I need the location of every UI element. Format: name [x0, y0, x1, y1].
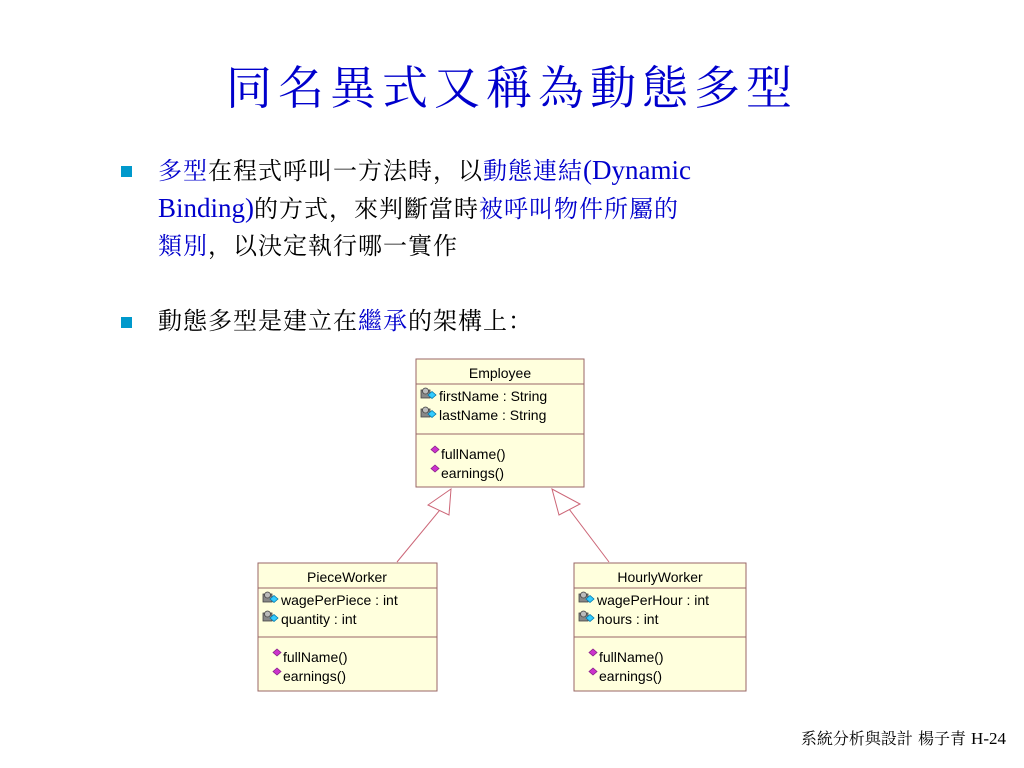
bullet-2-text: 的架構上： — [408, 307, 533, 335]
bullet-1-text: 的方式，來判斷當時 — [254, 195, 480, 223]
attribute: wagePerHour : int — [597, 592, 710, 608]
attribute: hours : int — [597, 611, 659, 627]
attribute: quantity : int — [281, 611, 357, 627]
class-hourlyworker — [574, 563, 746, 691]
bullet-1-text: 在程式呼叫一方法時，以 — [208, 157, 483, 185]
bullet-2-text: 動態多型是建立在 — [158, 307, 358, 335]
inheritance-arrow-hourlyworker — [552, 489, 609, 562]
slide-footer — [801, 726, 1006, 749]
inheritance-arrow-pieceworker — [397, 489, 451, 562]
term-inheritance: 繼承 — [358, 307, 408, 335]
attribute: lastName : String — [439, 407, 547, 423]
term-class: 類別 — [158, 232, 208, 260]
class-pieceworker — [258, 563, 437, 691]
method: fullName() — [599, 649, 664, 665]
slide-number: H-24 — [971, 729, 1006, 748]
method: earnings() — [283, 668, 347, 684]
method: earnings() — [599, 668, 663, 684]
term-binding-en: Binding) — [158, 193, 255, 223]
method: fullName() — [283, 649, 348, 665]
bullet-1-text: ，以決定執行哪一實作 — [208, 232, 458, 260]
class-name-hourlyworker: HourlyWorker — [617, 569, 703, 585]
term-dynamic-binding: 動態連結 — [483, 157, 583, 185]
method: fullName() — [441, 446, 506, 462]
slide-title: 同名異式又稱為動態多型 — [226, 61, 798, 115]
term-polymorphism: 多型 — [158, 157, 208, 185]
term-dynamic-binding-en: (Dynamic — [583, 155, 691, 185]
term-called-object: 被呼叫物件所屬的 — [479, 195, 680, 223]
attribute: wagePerPiece : int — [281, 592, 398, 608]
class-name-pieceworker: PieceWorker — [307, 569, 387, 585]
attribute: firstName : String — [439, 388, 548, 404]
method: earnings() — [441, 465, 505, 481]
class-employee — [416, 359, 584, 487]
footer-text: 系統分析與設計 楊子青 — [800, 729, 972, 748]
class-name-employee: Employee — [468, 365, 532, 381]
